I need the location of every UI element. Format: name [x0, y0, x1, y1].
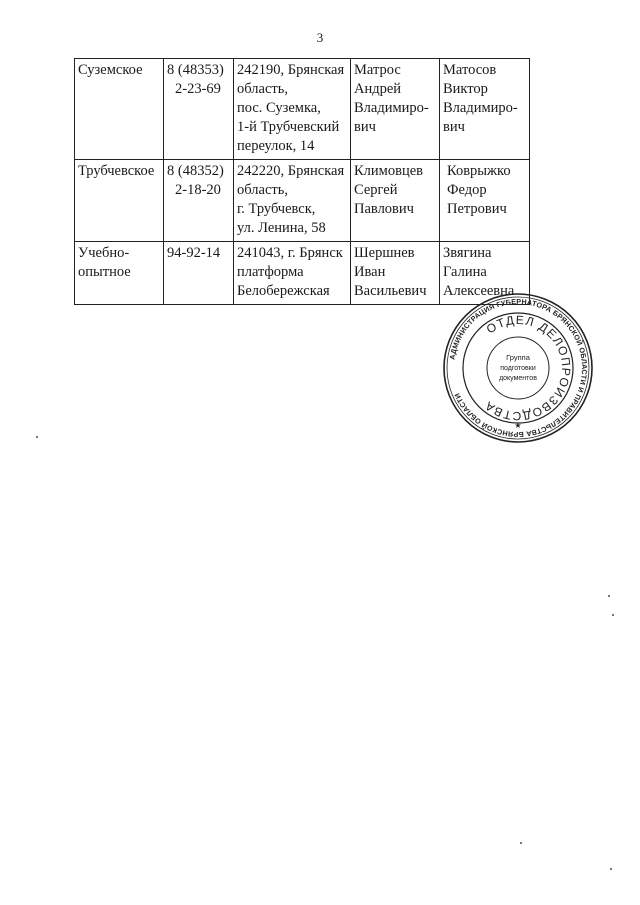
- official-stamp: [440, 290, 596, 446]
- deputy-name-line: Звягина: [443, 245, 492, 261]
- address-line: г. Трубчевск,: [237, 201, 316, 217]
- address-line: Белобережская: [237, 283, 330, 299]
- head-name-line: Матрос: [354, 62, 401, 78]
- stamp-center-line: документов: [499, 375, 537, 382]
- address-line: 241043, г. Брянск: [237, 245, 343, 261]
- phone-cell: [164, 160, 234, 242]
- deputy-name-line: Владимиро-: [443, 100, 518, 116]
- address-cell: [234, 160, 351, 242]
- head-cell: [351, 160, 440, 242]
- address-line: область,: [237, 81, 288, 97]
- phone-number: 2-18-20: [175, 182, 221, 198]
- address-line: пос. Суземка,: [237, 100, 321, 116]
- stamp-inner-textpath: ОТДЕЛ ДЕЛОПРОИЗВОДСТВА: [481, 312, 574, 424]
- head-name-line: Климовцев: [354, 163, 423, 179]
- deputy-name-line: Матосов: [443, 62, 497, 78]
- deputy-name-line: Коврыжко: [447, 163, 511, 179]
- district-name-line: Учебно-: [78, 245, 130, 261]
- stamp-center-line: подготовки: [500, 365, 536, 372]
- stamp-seal-icon: [440, 290, 596, 446]
- page-number: 3: [316, 30, 324, 45]
- address-cell: [234, 242, 351, 305]
- stamp-center-line: Группа: [506, 353, 530, 362]
- address-line: 242190, Брянская: [237, 62, 345, 78]
- deputy-name-line: вич: [443, 119, 465, 135]
- head-name-line: Павлович: [354, 201, 414, 217]
- district-name-line: опытное: [78, 264, 131, 280]
- head-name-line: Андрей: [354, 81, 402, 97]
- deputy-name-line: Алексеевна: [443, 283, 515, 299]
- deputy-name-line: Виктор: [443, 81, 488, 97]
- head-name-line: Сергей: [354, 182, 398, 198]
- scan-speck: [612, 614, 614, 616]
- scan-speck: [610, 868, 612, 870]
- head-name-line: вич: [354, 119, 376, 135]
- deputy-name-line: Федор: [447, 182, 487, 198]
- district-name-cell: [75, 160, 164, 242]
- head-name-line: Шершнев: [354, 245, 415, 261]
- table-row: [75, 59, 530, 160]
- district-name-cell: [75, 242, 164, 305]
- address-line: 242220, Брянская: [237, 163, 345, 179]
- deputy-cell: [440, 59, 530, 160]
- head-cell: [351, 242, 440, 305]
- deputy-cell: [440, 160, 530, 242]
- district-name: Трубчевское: [78, 163, 155, 179]
- address-line: переулок, 14: [237, 138, 315, 154]
- phone-cell: [164, 59, 234, 160]
- phone-code: 8 (48353): [167, 62, 224, 78]
- contacts-table: [74, 58, 530, 305]
- phone-cell: [164, 242, 234, 305]
- scan-speck: [520, 842, 522, 844]
- address-cell: [234, 59, 351, 160]
- district-name-cell: [75, 59, 164, 160]
- deputy-name-line: Петрович: [447, 201, 507, 217]
- phone-number: 2-23-69: [175, 81, 221, 97]
- phone-code: 8 (48352): [167, 163, 224, 179]
- stamp-outer-textpath: АДМИНИСТРАЦИЯ ГУБЕРНАТОРА БРЯНСКОЙ ОБЛАСТИ И ПРАВИТЕЛЬСТВА БРЯНСКОЙ ОБЛАСТИ: [447, 296, 590, 440]
- stamp-star-icon: ★: [514, 421, 522, 430]
- table-row: [75, 160, 530, 242]
- deputy-name-line: Галина: [443, 264, 487, 280]
- address-line: 1-й Трубчевский: [237, 119, 340, 135]
- address-line: ул. Ленина, 58: [237, 220, 326, 236]
- head-cell: [351, 59, 440, 160]
- scan-speck: [36, 436, 38, 438]
- scan-speck: [608, 595, 610, 597]
- head-name-line: Владимиро-: [354, 100, 429, 116]
- address-line: платформа: [237, 264, 304, 280]
- district-name: Суземское: [78, 62, 143, 78]
- head-name-line: Васильевич: [354, 283, 427, 299]
- phone-number: 94-92-14: [167, 245, 221, 261]
- address-line: область,: [237, 182, 288, 198]
- head-name-line: Иван: [354, 264, 386, 280]
